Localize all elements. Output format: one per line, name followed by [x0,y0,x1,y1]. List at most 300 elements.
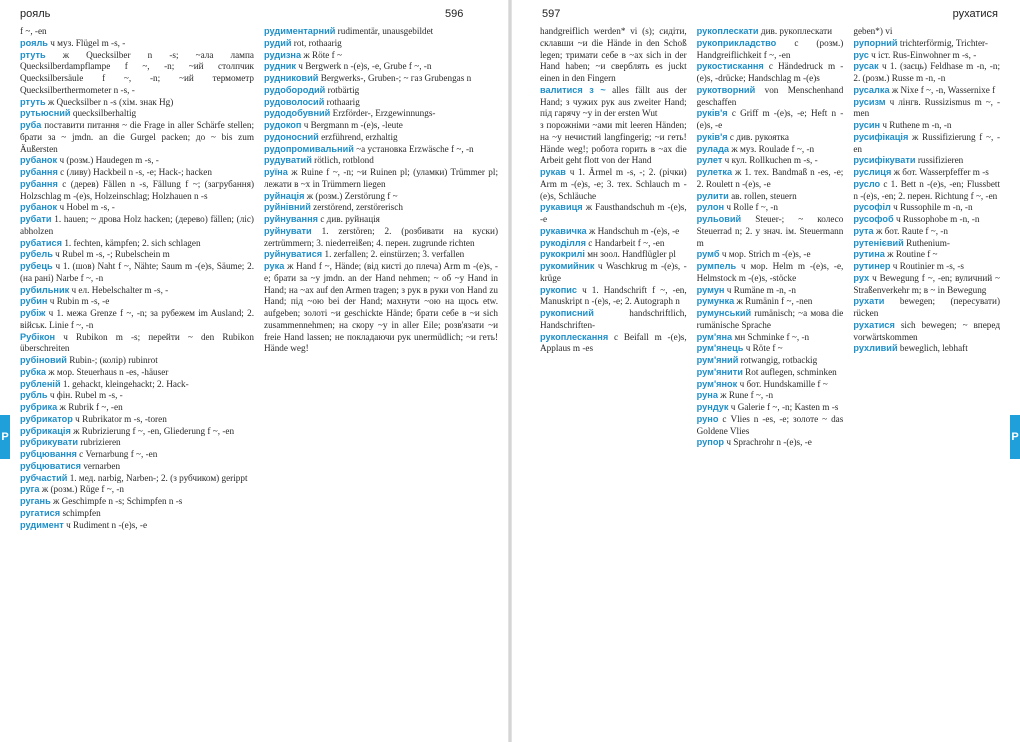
dictionary-entry [853,202,1000,214]
entry-headword: русофіл [853,202,891,213]
entry-headword: рубка [20,366,46,377]
entry-headword: ругатися [20,507,61,518]
entry-definition: ч Routinier m -s, -s [892,261,965,271]
entry-definition: с Griff m -(e)s, -e; Heft n -(e)s, -e [696,108,844,130]
entry-definition: ж Quecksilber n -s; ~ала лампа Quecksilberdampflampe f ~, -n; ~ий столпчик Quecksilbersäule f ~, -n; ~ий термометр Quecksilberthermometer n -s, - [20,49,254,95]
entry-headword: рухати [853,296,885,307]
dictionary-entry [264,226,498,250]
dictionary-entry [540,285,687,309]
entry-headword: русофоб [853,214,894,224]
entry-definition: Erzförder-, Erzgewinnungs- [332,108,436,119]
dictionary-entry [20,308,254,332]
dictionary-entry [264,132,498,144]
entry-definition: ч Rubin m -s, -e [49,296,110,307]
entry-definition: ч іст. Rus-Einwohner m -s, - [871,49,977,60]
dictionary-entry [853,273,1000,297]
entry-definition: russifizieren [917,155,964,166]
dictionary-entry [20,285,254,297]
entry-definition: ч бот. Hundskamille f ~ [739,378,828,389]
entry-headword: рубин [20,296,48,307]
entry-headword: рулет [696,155,723,166]
entry-definition: ч Russophile m -n, -n [893,202,973,213]
entry-definition: bewegen; (пересувати) rücken [853,296,1001,318]
dictionary-entry [20,508,254,520]
entry-headword: рулада [696,143,730,154]
dictionary-entry [853,85,1000,97]
entry-definition: ж (розм.) Zerstörung f ~ [306,190,398,201]
entry-definition: 1. zerfallen; 2. einstürzen; 3. verfallen [324,249,465,260]
entry-definition: rot, rothaarig [293,37,342,48]
entry-headword: рубильник [20,284,70,295]
entry-definition: ж Fausthandschuh m -(e)s, -e [540,202,687,224]
dictionary-entry [20,167,254,179]
entry-headword: рукокрилі [540,249,585,260]
entry-definition: ч Rumäne m -n, -n [726,284,796,295]
entry-definition: von Menschenhand geschaffen [696,84,844,107]
entry-definition: з порожніми ~ами mit leeren Händen; на ~у нечистий langfingerig; ~и геть! Hände weg!; робота горить в ~ах die Arbeit geht flott von der Hand [540,120,687,166]
left-columns [20,26,498,738]
entry-headword: рубленій [20,378,61,389]
dictionary-entry [264,155,498,167]
dictionary-entry [20,296,254,308]
entry-headword: русалка [853,84,890,95]
dictionary-entry [20,520,254,532]
entry-definition: quecksilberhaltig [72,108,137,119]
entry-headword: рукав [540,167,566,177]
dictionary-entry [20,426,254,438]
entry-headword: рудопромивальний [264,143,354,154]
entry-definition: с 1. Bett n -(e)s, -en; Flussbett n -(e)s, -en; 2. перен. Richtung f ~, -en [853,178,1001,201]
entry-headword: ртуть [20,96,46,107]
entry-headword: рукоділля [540,237,586,248]
dictionary-entry [697,402,844,414]
entry-definition: ч 1. межа Grenze f ~, -n; за рубежем im Ausland; 2. військ. Linie f ~, -n [20,308,254,330]
entry-headword: рундук [696,402,729,412]
entry-definition: ч Bergwerk n -(e)s, -e, Grube f ~, -n [298,61,432,72]
entry-definition: 1. gehackt, kleingehackt; 2. Hack- [62,378,189,389]
entry-headword: рубіновий [20,355,67,365]
entry-headword: руслиця [853,167,892,177]
entry-definition: Bergwerks-, Gruben-; ~ газ Grubengas n [320,73,472,83]
entry-headword: рудизна [264,49,302,60]
entry-headword: рум'янити [696,366,743,377]
dictionary-entry [20,120,254,155]
entry-headword: рубрикація [20,425,71,436]
entry-definition: с Vlies n -es, -e; золоте ~ das Goldene Vlies [696,413,844,436]
entry-definition: schimpfen [62,507,101,518]
entry-headword: рубцювання [20,449,77,459]
entry-definition: handgreiflich werden* vi (s); сидіти, склавши ~и die Hände in den Schoß legen; тримати себе в ~ах sich in der Hand haben; ~и сверблять es juckt einen in den Fingern [540,26,687,83]
dictionary-entry [697,414,844,438]
dictionary-entry [264,191,498,203]
entry-headword: валитися з ~ [540,84,606,95]
dictionary-entry [697,261,844,285]
entry-headword: рум'яний [696,355,739,365]
entry-headword: рукостискання [696,61,764,72]
entry-headword: руйнування [264,214,319,224]
dictionary-entry [697,202,844,214]
entry-headword: руно [696,413,719,424]
entry-definition: 1. zerstören; 2. (розбивати на куски) zertrümmern; 3. niederreißen; 4. перен. zugrunde richten [264,225,498,248]
dictionary-entry [20,473,254,485]
dictionary-entry [20,26,254,38]
entry-headword: рулетка [696,167,733,177]
dictionary-entry [264,214,498,226]
entry-headword: руба [20,120,42,130]
entry-definition: ч Rubikon m -s; перейти ~ den Rubikon überschreiten [20,331,254,354]
left-column-2 [264,26,498,738]
dictionary-entry [540,249,687,261]
entry-definition: ч (розм.) Haudegen m -s, - [59,155,159,166]
entry-definition: handschriftlich, Handschriften- [540,308,687,330]
entry-headword: рум'яна [696,331,733,342]
dictionary-entry [853,38,1000,50]
entry-definition: 1. hauen; ~ дрова Holz hacken; (дерево) fällen; (ліс) abholzen [20,214,254,236]
right-column-2 [697,26,844,738]
entry-headword: рубати [20,214,52,224]
entry-headword: рутина [853,249,885,260]
entry-headword: рудий [264,37,292,48]
dictionary-entry [853,320,1000,344]
dictionary-entry [264,61,498,73]
entry-definition: ж Rune f ~, -n [720,390,774,401]
entry-definition: ч Galerie f ~, -n; Kasten m -s [730,402,839,412]
dictionary-entry [264,50,498,62]
dictionary-entry [697,26,844,38]
dictionary-entry [697,61,844,85]
dictionary-entry [853,26,1000,38]
entry-definition: ч Rolle f ~, -n [726,202,779,213]
entry-headword: рух [853,272,870,283]
entry-headword: рукавиця [540,202,583,213]
entry-definition: ж Nixe f ~, -n, Wassernixe f [891,84,996,95]
dictionary-entry [264,26,498,38]
dictionary-entry [697,285,844,297]
entry-definition: ж Quecksilber n -s (хім. знак Hg) [47,96,174,107]
entry-definition: zerstörend, zerstörerisch [313,202,403,213]
entry-definition: ж Russifizierung f ~, -en [853,131,1001,154]
entry-definition: ав. rollen, steuern [731,190,797,201]
entry-headword: рукомийник [540,261,595,271]
dictionary-entry [697,108,844,132]
entry-headword: рухатися [853,319,895,330]
entry-definition: ж Ruine f ~, -n; ~и Ruinen pl; (уламки) Trümmer pl; лежати в ~х in Trümmern liegen [264,167,498,189]
entry-headword: рубель [20,249,53,260]
entry-definition: ч Bewegung f ~, -en; вуличний ~ Straßenverkehr m; в ~ in Bewegung [853,272,1001,295]
dictionary-entry [20,332,254,356]
entry-headword: русифікація [853,131,909,142]
dictionary-entry [264,108,498,120]
entry-headword: румун [696,284,725,295]
entry-headword: руна [696,390,718,401]
dictionary-entry [697,437,844,449]
entry-headword: рубрикатор [20,413,73,424]
dictionary-entry [540,167,687,202]
dictionary-entry [264,167,498,191]
entry-headword: рум'янок [696,378,738,389]
entry-headword: рудокоп [264,120,302,130]
dictionary-entry [853,167,1000,179]
entry-headword: рухливий [853,343,898,354]
dictionary-entry [540,226,687,238]
dictionary-entry [853,249,1000,261]
entry-definition: с Händedruck m -(e)s, -drücke; Handschlag m -(e)s [696,61,844,83]
dictionary-entry [697,390,844,402]
entry-definition: beweglich, lebhaft [899,343,968,354]
entry-definition: ч Ruthene m -n, -n [882,120,952,130]
dictionary-entry [540,202,687,226]
dictionary-entry [697,214,844,249]
entry-definition: f ~, -en [20,26,47,36]
left-header-word: рояль [20,8,51,20]
dictionary-entry [853,214,1000,226]
entry-headword: рубіж [20,308,46,318]
dictionary-entry [697,308,844,332]
entry-headword: руга [20,484,40,495]
entry-headword: рубанок [20,202,58,213]
entry-headword: рука [264,261,285,271]
entry-headword: рубль [20,390,48,401]
entry-definition: rudimentär, unausgebildet [337,26,434,36]
entry-definition: ч Sprachrohr n -(e)s, -e [726,437,812,448]
entry-headword: рута [853,225,874,236]
entry-definition: ч 1. Handschrift f ~, -en, Manuskript n -(e)s, -e; 2. Autograph n [540,284,687,307]
entry-definition: ч Hobel m -s, - [59,202,115,213]
entry-definition: 1. fechten, kämpfen; 2. sich schlagen [64,237,201,248]
entry-headword: румпель [696,261,737,271]
entry-definition: Rot auflegen, schminken [745,366,837,377]
dictionary-entry [20,97,254,109]
entry-headword: ртуть [20,49,46,60]
entry-definition: с див. руйнація [320,214,380,224]
entry-definition: поставити питання ~ die Frage in aller Schärfe stellen; брати за ~ jmdn. an die Gurgel packen; до ~ bis zum Äußersten [20,120,254,154]
entry-headword: рубатися [20,237,63,248]
dictionary-entry [20,414,254,426]
entry-headword: рубчастий [20,472,68,483]
entry-definition: ч 1. Ärmel m -s, -; 2. (річки) Arm m -(e)s, -e; 3. тех. Schlauch m -(e)s, Schläuche [540,167,687,201]
entry-definition: ч фін. Rubel m -s, - [49,390,123,401]
dictionary-entry [20,461,254,473]
entry-headword: рукавичка [540,225,587,236]
entry-headword: рубрика [20,402,58,412]
dictionary-entry [20,214,254,238]
entry-definition: с (ливу) Hackbeil n -s, -e; Hack-; hacken [60,167,212,177]
dictionary-entry [264,38,498,50]
entry-definition: 1. мед. narbig, Narben-; 2. (з рубчиком) gerippt [69,472,248,483]
dictionary-entry [540,308,687,332]
dictionary-entry [697,38,844,62]
dictionary-entry [697,144,844,156]
dictionary-entry [264,144,498,156]
dictionary-entry [853,132,1000,156]
entry-definition: ч мор. Helm m -(e)s, -e, Helmstock m -(e)s, -stöcke [696,261,844,283]
entry-definition: мн зоол. Handflügler pl [587,249,676,260]
dictionary-entry [264,261,498,355]
dictionary-entry [540,332,687,356]
entry-definition: alles fällt aus der Hand; з чужих рук aus zweiter Hand; під гарячу ~у in der ersten Wut [540,84,687,119]
entry-definition: ж Rubrik f ~, -en [59,402,123,412]
entry-definition: ч Russophobe m -n, -n [895,214,980,224]
dictionary-entry [20,179,254,203]
entry-definition: ж бот. Raute f ~, -n [875,225,948,236]
entry-definition: ч 1. (заєць) Feldhase m -n, -n; 2. (розм.) Russe m -n, -n [853,61,1001,83]
entry-definition: ч Rubel m -s, -; Rubelschein m [55,249,170,260]
dictionary-entry [853,261,1000,273]
dictionary-entry [540,120,687,167]
entry-definition: ж мор. Steuerhaus n -es, -häuser [48,366,169,377]
dictionary-entry [264,249,498,261]
dictionary-entry [853,238,1000,250]
dictionary-entry [540,261,687,285]
entry-headword: рупорний [853,37,898,48]
entry-definition: rotbärtig [327,84,360,95]
dictionary-entry [697,379,844,391]
dictionary-entry [853,343,1000,355]
entry-headword: рудуватий [264,155,312,166]
dictionary-entry [264,85,498,97]
entry-headword: рулити [696,190,729,201]
dictionary-entry [697,355,844,367]
entry-definition: rötlich, rotblond [314,155,374,166]
entry-definition: ч мор. Strich m -(e)s, -e [721,249,811,260]
dictionary-entry [853,61,1000,85]
entry-headword: рубець [20,261,53,271]
entry-headword: рукоплескати [696,26,759,36]
entry-definition: с див. рукоятка [729,131,789,142]
dictionary-entry [853,226,1000,238]
entry-headword: руйнація [264,190,305,201]
left-column-1 [20,26,254,738]
letter-tab-right: Р [1010,415,1020,459]
dictionary-entry [697,296,844,308]
dictionary-entry [20,355,254,367]
entry-definition: rumänisch; ~а мова die rumänische Sprache [696,308,844,330]
right-column-3 [853,26,1000,738]
dictionary-entry [697,249,844,261]
dictionary-entry [853,155,1000,167]
entry-headword: русизм [853,96,886,107]
dictionary-entry [20,437,254,449]
entry-definition: erzführend, erzhaltig [321,131,398,142]
dictionary-entry [540,26,687,85]
entry-headword: рудоносний [264,131,319,142]
dictionary-entry [20,402,254,414]
entry-definition: ч лінгв. Russizismus m ~, -men [853,96,1001,119]
entry-definition: с (розм.) Handgreiflichkeit f ~, -en [696,37,844,60]
entry-headword: руйнівний [264,202,311,213]
left-page-number: 596 [445,8,464,20]
entry-definition: ж Geschimpfe n -s; Schimpfen n -s [53,496,183,506]
dictionary-entry [20,390,254,402]
dictionary-entry [697,367,844,379]
entry-definition: vernarben [83,460,121,471]
dictionary-entry [20,238,254,250]
dictionary-entry [540,85,687,120]
entry-headword: Рубікон [20,331,56,342]
entry-definition: trichterförmig, Trichter- [899,37,988,48]
entry-headword: рудобородий [264,84,326,95]
entry-definition: ч Rudiment n -(e)s, -e [66,519,148,530]
entry-definition: ч Rubrikator m -s, -toren [75,413,167,424]
entry-definition: sich bewegen; ~ вперед vorwärtskommen [853,319,1001,342]
entry-definition: с Handarbeit f ~, -en [588,237,665,248]
left-page-header [0,6,510,24]
entry-headword: рукоприкладство [696,37,777,48]
entry-definition: ж Röte f ~ [303,49,342,60]
dictionary-entry [20,261,254,285]
entry-definition: geben*) vi [853,26,893,36]
dictionary-entry [697,155,844,167]
entry-definition: мн Schminke f ~, -n [734,331,810,342]
dictionary-entry [20,249,254,261]
entry-definition: див. рукоплескати [760,26,833,36]
dictionary-entry [20,379,254,391]
entry-headword: румб [696,249,720,260]
entry-headword: русин [853,120,881,130]
entry-definition: ж 1. тех. Bandmaß n -es, -e; 2. Roulett n -(e)s, -e [696,167,844,189]
entry-definition: ж Routine f ~ [887,249,938,260]
entry-headword: рус [853,49,869,60]
entry-definition: rubrizieren [80,437,121,448]
right-column-1 [540,26,687,738]
right-columns [540,26,1000,738]
dictionary-entry [20,484,254,496]
right-header-word: рухатися [952,8,998,20]
dictionary-entry [20,496,254,508]
dictionary-entry [853,179,1000,203]
dictionary-entry [20,50,254,97]
right-page [510,0,1020,742]
dictionary-entry [264,73,498,85]
entry-headword: руків'я [696,108,728,119]
dictionary-entry [20,38,254,50]
entry-headword: рудник [264,61,296,72]
entry-definition: ~а установка Erzwäsche f ~, -n [356,143,474,154]
entry-headword: рудиментарний [264,26,336,36]
entry-headword: рубцюватися [20,460,82,471]
dictionary-entry [264,97,498,109]
entry-definition: ж муз. Roulade f ~, -n [731,143,815,154]
entry-headword: рукопис [540,284,577,295]
entry-definition: rotwangig, rotbackig [740,355,818,365]
entry-definition: с Beifall m -(e)s, Applaus m -es [540,331,687,354]
entry-headword: рубрикувати [20,437,79,448]
entry-headword: рудимент [20,519,64,530]
entry-headword: рубанок [20,155,58,166]
entry-headword: рояль [20,37,48,48]
dictionary-entry [264,120,498,132]
dictionary-entry [697,191,844,203]
entry-headword: румунка [696,296,735,307]
entry-definition: с Vernarbung f ~, -en [79,449,158,459]
entry-headword: руйнувати [264,225,312,236]
dictionary-entry [697,343,844,355]
dictionary-entry [853,50,1000,62]
entry-headword: руків'я [696,131,728,142]
entry-headword: рукотворний [696,84,756,95]
entry-headword: рулон [696,202,725,213]
entry-definition: с (дерев) Fällen n -s, Fällung f ~; (загрубання) Holzschlag m -(e)s, Holzeinschlag; Holzhauen n -s [20,178,254,201]
dictionary-entry [853,97,1000,121]
entry-definition: ч 1. (шов) Naht f ~, Nähte; Saum m -(e)s, Säume; 2. (на рані) Narbe f ~, -n [20,261,254,283]
entry-definition: Steuer-; ~ колесо Steuerrad n; 2. у знач. ім. Steuermann m [696,214,844,248]
dictionary-entry [20,202,254,214]
entry-definition: ч ел. Hebelschalter m -s, - [71,284,169,295]
entry-headword: рудоволосий [264,96,325,107]
dictionary-entry [264,202,498,214]
entry-headword: рульовий [696,214,742,224]
entry-headword: руйнуватися [264,249,323,260]
